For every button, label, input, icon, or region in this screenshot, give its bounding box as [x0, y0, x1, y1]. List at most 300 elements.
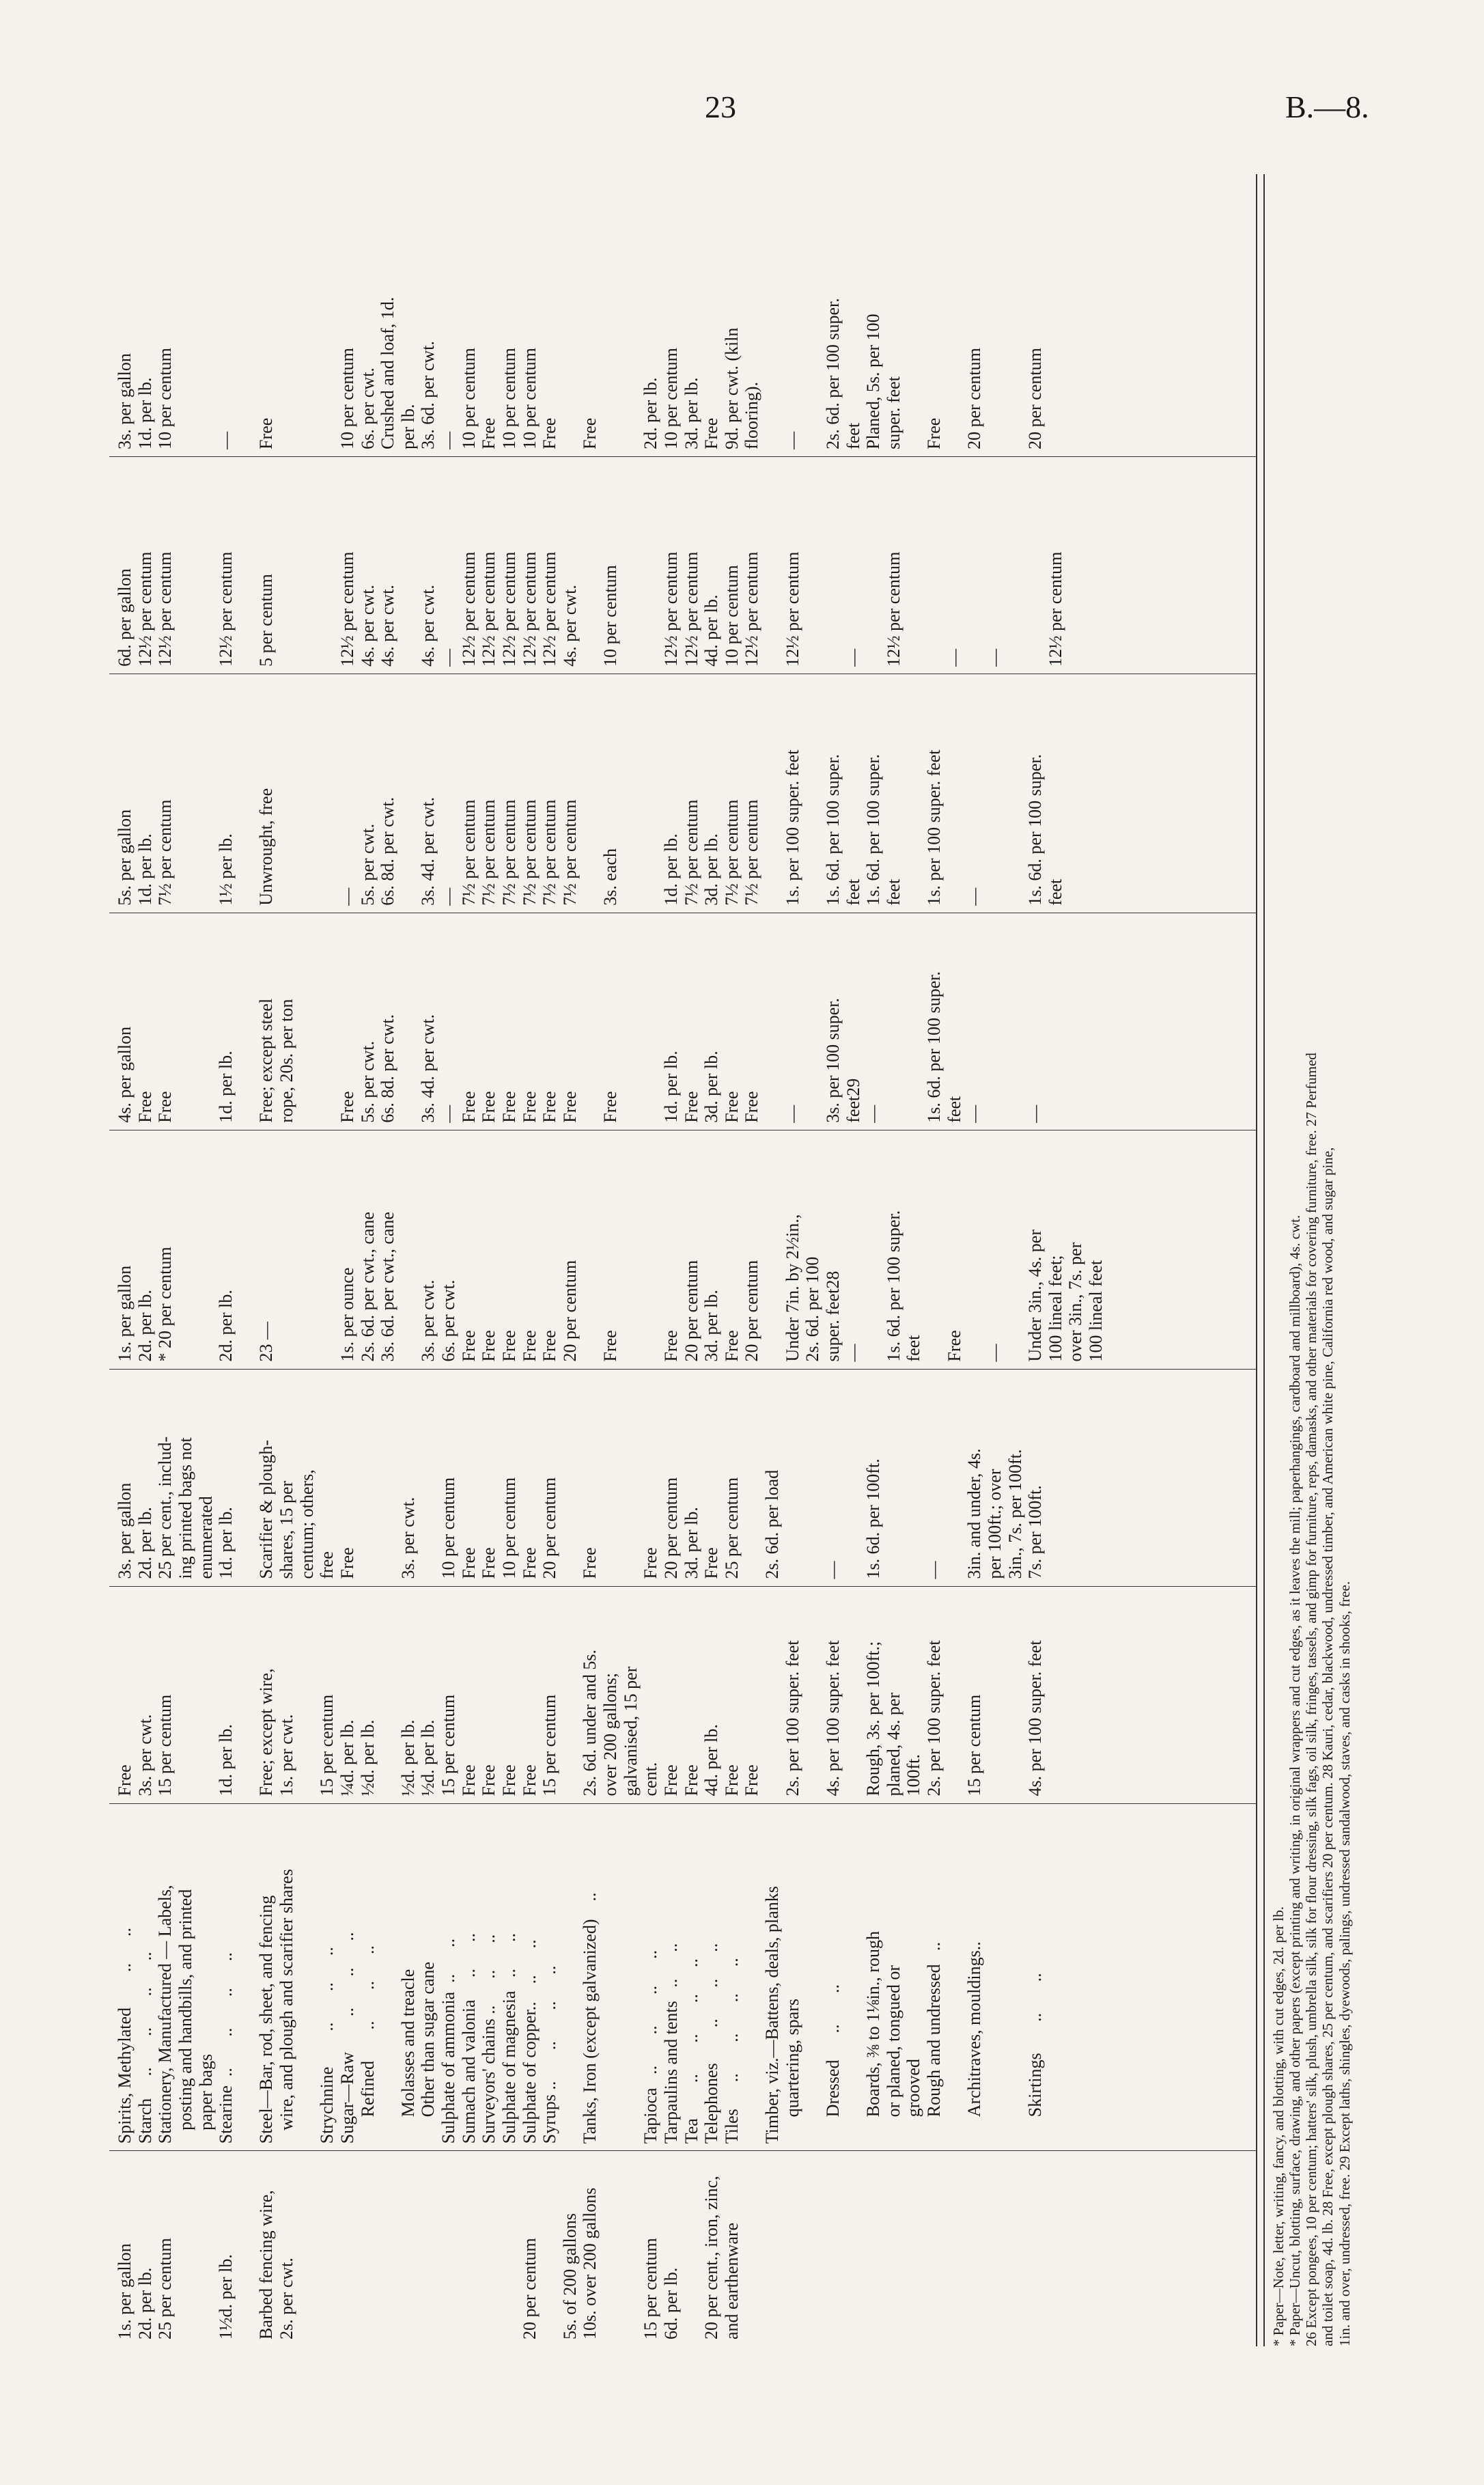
table-cell-line: 1s. per 100 super. feet — [924, 749, 944, 906]
table-cell-line — [1005, 1594, 1026, 1796]
table-cell-line — [823, 464, 843, 667]
table-cell-line: 1d. per lb. — [216, 1051, 236, 1123]
table-cell-line: Telephones .. .. .. — [701, 1943, 722, 2144]
table-cell-line: ing printed bags not — [175, 1437, 195, 1579]
table-cell-line: Sulphate of ammonia .. .. — [438, 1938, 458, 2144]
table-cell-line: Free — [519, 1330, 540, 1362]
table-cell-line — [378, 1594, 398, 1796]
table-cell-line — [277, 181, 297, 449]
table-cell-line: 7s. per 100ft. — [1025, 1485, 1046, 1579]
table-cell-line: — — [822, 1561, 843, 1579]
table-cell-line — [783, 1376, 803, 1579]
table-cell-line: Skirtings .. .. — [1025, 1973, 1046, 2144]
table-cell-line: 1d. per lb. — [216, 1724, 236, 1796]
table-cell-line — [196, 2158, 216, 2340]
table-cell-line — [621, 464, 641, 667]
table-cell-line — [297, 920, 318, 1123]
table-cell-line: 6s. per cwt. — [357, 367, 378, 449]
table-cell-line: 7½ per centum — [458, 799, 479, 906]
table-cell-line: Free — [479, 1091, 499, 1123]
table-cell-line: 1s. per 100 super. feet — [782, 749, 802, 906]
table-cell-line — [762, 1137, 783, 1362]
table-cell-line — [580, 1137, 600, 1362]
table-cell-line: 12½ per centum — [782, 551, 802, 667]
table-cell-line: planed, 4s. per — [883, 1692, 904, 1796]
table-cell-line: ½d. per lb. — [418, 1719, 438, 1796]
table-cell-line — [621, 920, 641, 1123]
table-cell-line: 12½ per centum — [135, 551, 155, 667]
footnote: and toilet soap, 4d. lb. 28 Free, except plough shares, 25 per centum, and scarifiers 20 per centum. 28 Kauri, cedar, blackwood, undressed timber, and American white pine, California red wood, and sugar pine, — [1319, 1147, 1336, 2346]
table-cell-line: 10 per centum — [155, 348, 176, 449]
table-cell-line: Sulphate of copper.. .. .. — [519, 1939, 540, 2144]
table-cell-line: feet29 — [843, 1078, 863, 1123]
table-cell-line: super. feet28 — [822, 1271, 843, 1362]
table-cell-line — [540, 2158, 560, 2340]
table-cell-line — [1025, 464, 1046, 667]
table-cell-line — [985, 181, 1005, 449]
table-cell-line: over 3in., 7s. per — [1065, 1242, 1086, 1362]
table-cell-line: Free — [519, 1091, 540, 1123]
table-cell-line — [985, 920, 1005, 1123]
table-cell-line — [277, 464, 297, 667]
table-cell-line: 12½ per centum — [1045, 551, 1065, 667]
table-cell-line — [560, 1376, 580, 1579]
table-cell-line — [378, 1376, 398, 1579]
table-cell-line — [863, 464, 884, 667]
table-cell-line — [1005, 1137, 1026, 1362]
table-cell-line: ½d. per lb. — [357, 1719, 378, 1796]
table-cell-line — [236, 2158, 257, 2340]
table-cell-line: 15 per centum — [540, 1694, 560, 1796]
table-cell-line: Free — [115, 1764, 135, 1796]
table-cell-line: 10 per centum — [438, 1477, 458, 1579]
table-cell-line: Rough, 3s. per 100ft.; — [863, 1641, 884, 1796]
table-cell-line — [802, 1594, 823, 1796]
table-cell-line: 20 per centum — [559, 1260, 580, 1362]
table-cell-line: super. feet — [883, 376, 904, 449]
table-cell-line — [1005, 464, 1026, 667]
table-cell-line: feet — [904, 1335, 924, 1362]
table-cell-line: 12½ per centum — [681, 551, 701, 667]
table-cell-line — [176, 920, 196, 1123]
table-cell-line — [196, 1594, 216, 1796]
table-cell-line: Dressed .. .. — [822, 1984, 843, 2144]
tariff-table — [109, 174, 1257, 2346]
table-cell-line: 12½ per centum — [499, 551, 519, 667]
table-cell-line — [762, 1594, 783, 1796]
table-cell-line: Other than sugar cane — [418, 1961, 438, 2144]
table-cell-line — [600, 1811, 621, 2144]
table-cell-line — [297, 2158, 318, 2340]
table-cell-line: rope, 20s. per ton — [277, 999, 296, 1123]
table-cell-line: Tapioca .. .. .. .. — [641, 1949, 661, 2144]
table-cell-line: 1s. per gallon — [115, 2243, 135, 2340]
column-rate-7 — [109, 456, 1257, 674]
table-cell-line: Free — [701, 417, 722, 449]
table-cell-line: 15 per centum — [155, 1694, 176, 1796]
table-cell-line — [317, 681, 337, 906]
table-cell-line: 15 per centum — [641, 2238, 661, 2340]
table-cell-line: 7½ per centum — [559, 799, 580, 906]
table-cell-line: Free — [337, 1091, 357, 1123]
table-cell-line: — — [964, 887, 985, 906]
table-cell-line: — — [843, 648, 863, 667]
table-cell-line: — — [944, 648, 964, 667]
table-cell-line — [317, 464, 337, 667]
table-cell-line: Tarpaulins and tents .. .. — [660, 1943, 681, 2144]
table-cell-line: 3d. per lb. — [681, 377, 701, 449]
table-cell-line: 10 per centum — [721, 565, 742, 667]
table-cell-line: 4s. per 100 super. feet — [1025, 1640, 1046, 1796]
column-rate-8 — [109, 174, 1257, 456]
table-cell-line: — — [782, 1105, 802, 1123]
footnote: * Paper—Note, letter, writing, fancy, and blotting, with cut edges, 2d. per lb. — [1270, 1906, 1287, 2346]
table-cell-line: Unwrought, free — [256, 788, 277, 906]
table-cell-line: Free — [479, 417, 499, 449]
table-cell-line: Free — [660, 1330, 681, 1362]
table-cell-line: 12½ per centum — [540, 551, 560, 667]
table-cell-line: 20 per centum — [660, 1477, 681, 1579]
table-cell-line — [621, 2158, 641, 2340]
table-cell-line: 12½ per centum — [883, 551, 904, 667]
table-cell-line: Scarifier & plough- — [256, 1439, 277, 1579]
table-cell-line — [964, 1137, 985, 1362]
table-cell-line: Steel—Bar, rod, sheet, and fencing — [256, 1895, 277, 2144]
table-cell-line — [176, 681, 196, 906]
table-cell-line: Tanks, Iron (except galvanized) .. — [580, 1892, 600, 2144]
table-cell-line — [236, 464, 257, 667]
table-cell-line — [236, 1811, 257, 2144]
table-cell-line: 6d. per gallon — [115, 568, 135, 667]
table-cell-line — [176, 2158, 196, 2340]
table-cell-line: Free — [499, 1091, 519, 1123]
table-cell-line — [398, 464, 419, 667]
table-cell-line: Sugar—Raw .. .. .. — [337, 1932, 357, 2144]
table-cell-line: Free — [742, 1764, 762, 1796]
table-cell-line: 23 — — [256, 1322, 277, 1362]
table-cell-line: 1½d. per lb. — [216, 2254, 236, 2340]
table-cell-line — [904, 1376, 924, 1579]
table-cell-line — [1005, 920, 1026, 1123]
table-cell-line — [398, 920, 419, 1123]
table-cell-line: 20 per centum — [964, 348, 985, 449]
table-cell-line: 6s. 8d. per cwt. — [378, 796, 398, 906]
table-cell-line: ¼d. per lb. — [337, 1719, 357, 1796]
table-cell-line: 3s. per cwt. — [397, 1497, 418, 1579]
table-cell-line: ½d. per lb. — [397, 1719, 418, 1796]
table-cell-line: Free — [600, 1330, 620, 1362]
table-cell-line: feet — [883, 878, 904, 906]
table-cell-line: 7½ per centum — [681, 799, 701, 906]
table-cell-line: 3s. each — [600, 848, 620, 906]
table-cell-line: — — [863, 1105, 884, 1123]
table-cell-line: 6s. 8d. per cwt. — [378, 1014, 398, 1123]
table-cell-line: Free — [499, 1764, 519, 1796]
table-cell-line — [277, 681, 297, 906]
table-cell-line — [317, 920, 337, 1123]
table-cell-line — [297, 181, 318, 449]
table-cell-line: 1s. 6d. per 100 super. — [822, 754, 843, 906]
table-cell-line — [580, 920, 600, 1123]
table-cell-line: Tea .. .. .. .. — [681, 1958, 701, 2144]
table-cell-line: Molasses and treacle — [397, 1969, 418, 2144]
table-cell-line: — — [216, 431, 236, 449]
table-cell-line: 7½ per centum — [479, 799, 499, 906]
table-cell-line: 2s. per 100 super. feet — [782, 1640, 802, 1796]
table-cell-line: — — [438, 887, 458, 906]
table-cell-line: 2s. 6d. per cwt., cane — [357, 1212, 378, 1362]
table-cell-line: — — [438, 1105, 458, 1123]
table-cell-line — [560, 181, 580, 449]
table-cell-line: Surveyors' chains .. .. .. — [479, 1934, 499, 2144]
table-cell-line: 3d. per lb. — [701, 1051, 722, 1123]
table-cell-line: 10s. over 200 gallons — [580, 2187, 600, 2340]
table-cell-line: 2s. 6d. per 100 — [802, 1256, 823, 1362]
table-cell-line — [398, 681, 419, 906]
table-cell-line: 20 per centum — [681, 1260, 701, 1362]
table-cell-line — [176, 464, 196, 667]
table-cell-line: paper bags — [195, 2053, 216, 2144]
table-cell-line: 4d. per lb. — [701, 1724, 722, 1796]
table-cell-line: 1d. per lb. — [660, 1051, 681, 1123]
table-cell-line — [236, 1376, 257, 1579]
table-cell-line: 6d. per lb. — [660, 2267, 681, 2340]
table-cell-line: 7½ per centum — [721, 799, 742, 906]
table-cell-line: 1s. per ounce — [337, 1267, 357, 1362]
table-cell-line: 10 per centum — [458, 348, 479, 449]
table-cell-line: 1d. per lb. — [135, 377, 155, 449]
table-cell-line: 3in. and under, 4s. — [964, 1448, 985, 1579]
table-cell-line — [843, 1594, 864, 1796]
table-cell-line: Free — [458, 1764, 479, 1796]
table-cell-line: 20 per centum — [519, 2238, 540, 2340]
table-cell-line — [762, 920, 783, 1123]
table-cell-line: Free — [681, 1764, 701, 1796]
table-cell-line: — — [1025, 1105, 1046, 1123]
table-cell-line: 3s. per gallon — [115, 1482, 135, 1579]
table-cell-line: 3s. per cwt. — [418, 1279, 438, 1362]
table-cell-line: 2s. 6d. per 100 super. — [822, 298, 843, 449]
table-cell-line: Stationery, Manufactured — Labels, — [155, 1885, 176, 2144]
column-articles — [109, 1803, 1257, 2151]
table-cell-line: 12½ per centum — [742, 551, 762, 667]
table-cell-line: quartering, spars — [782, 1999, 802, 2144]
table-cell-line: 5s. per cwt. — [357, 823, 378, 906]
table-cell-line: centum; others, — [296, 1469, 317, 1579]
table-cell-line — [985, 1594, 1005, 1796]
table-cell-line: Free — [256, 417, 277, 449]
table-cell-line — [176, 1137, 196, 1362]
table-cell-line: Free — [458, 1547, 479, 1579]
table-cell-line: Free — [600, 1091, 620, 1123]
table-cell-line — [236, 1594, 257, 1796]
table-cell-line: — — [438, 431, 458, 449]
table-cell-line: Free — [580, 417, 600, 449]
table-cell-line: Free — [924, 417, 944, 449]
table-cell-line: — — [984, 648, 1005, 667]
table-cell-line — [621, 681, 641, 906]
table-cell-line: Free — [559, 1091, 580, 1123]
table-cell-line: 1d. per lb. — [216, 1507, 236, 1579]
column-preferential-rate — [109, 2151, 1257, 2346]
table-cell-line — [358, 1376, 378, 1579]
table-cell-line: Free — [155, 1091, 176, 1123]
table-cell-line: Free — [641, 1547, 661, 1579]
table-cell-line: Crushed and loaf, 1d. — [378, 296, 398, 449]
table-cell-line: 3d. per lb. — [681, 1507, 701, 1579]
table-cell-line: 2s. per 100 super. feet — [924, 1640, 944, 1796]
table-cell-line: over 200 gallons; — [600, 1672, 620, 1796]
table-cell-line — [398, 1137, 419, 1362]
table-cell-line — [762, 681, 783, 906]
table-cell-line: — — [984, 1344, 1005, 1362]
table-cell-line: Timber, viz.—Battens, deals, planks — [762, 1886, 782, 2144]
table-cell-line — [964, 464, 985, 667]
table-cell-line: 1s. 6d. per 100 super. — [924, 971, 944, 1123]
table-cell-line: Free — [479, 1764, 499, 1796]
table-cell-line: Free — [458, 1330, 479, 1362]
table-cell-line: — — [438, 648, 458, 667]
table-cell-line: 3s. 4d. per cwt. — [418, 796, 438, 906]
table-cell-line: 1s. 6d. per 100ft. — [863, 1458, 884, 1579]
table-cell-line: 2s. per cwt. — [277, 2258, 296, 2340]
table-cell-line — [479, 2158, 499, 2340]
column-rate-5 — [109, 913, 1257, 1130]
table-cell-line: 2d. per lb. — [135, 1507, 155, 1579]
table-cell-line: Refined .. .. .. — [357, 1945, 378, 2144]
table-cell-line: 1s. 6d. per 100 super. — [1025, 754, 1046, 906]
table-cell-line — [277, 1137, 297, 1362]
table-cell-line: 3s. 6d. per cwt., cane — [378, 1212, 398, 1362]
table-cell-line — [621, 1137, 641, 1362]
footnote: 26 Except pongees, 10 per centum; hatters' silk, plush, umbrella silk, silk for flour dressing, silk fags, oil silk, fringes, tassels, and gimp for furniture, reps, damasks, and other materials for covering furniture, free. 27 Perfumed — [1303, 1053, 1320, 2346]
table-cell-line — [297, 681, 318, 906]
table-cell-line — [884, 1376, 904, 1579]
table-cell-line: Free — [742, 1091, 762, 1123]
table-cell-line: Free — [660, 1764, 681, 1796]
table-cell-line — [944, 1376, 965, 1579]
table-cell-line — [944, 1811, 965, 2144]
table-cell-line — [944, 1594, 965, 1796]
table-cell-line: Free — [337, 1547, 357, 1579]
table-cell-line — [985, 1811, 1005, 2144]
table-cell-line — [600, 181, 621, 449]
table-cell-line — [641, 920, 661, 1123]
table-cell-line: Free — [540, 417, 560, 449]
table-cell-line: grooved — [904, 2059, 924, 2144]
table-cell-line: 1d. per lb. — [135, 833, 155, 906]
table-cell-line: wire, and plough and scarifier shares — [277, 1869, 296, 2144]
table-cell-line — [317, 181, 337, 449]
table-cell-line: 4s. per 100 super. feet — [822, 1640, 843, 1796]
table-cell-line: 1s. 6d. per 100 super. — [863, 754, 884, 906]
table-cell-line: 4s. per gallon — [115, 1026, 135, 1123]
table-cell-line: 25 per centum — [155, 2238, 176, 2340]
table-cell-line — [398, 2158, 419, 2340]
table-cell-line: 10 per centum — [337, 348, 357, 449]
table-cell-line — [802, 681, 823, 906]
table-cell-line: 1s. 6d. per 100 super. — [883, 1210, 904, 1362]
table-cell-line — [358, 2158, 378, 2340]
table-cell-line: 6s. per cwt. — [438, 1279, 458, 1362]
table-cell-line: Free — [721, 1330, 742, 1362]
table-cell-line: 5s. per gallon — [115, 809, 135, 906]
table-cell-line — [418, 1376, 438, 1579]
table-cell-line — [317, 2158, 337, 2340]
table-cell-line: 3s. 4d. per cwt. — [418, 1014, 438, 1123]
table-cell-line: Sulphate of magnesia .. .. — [499, 1932, 519, 2144]
table-cell-line: Starch .. .. .. .. — [135, 1952, 155, 2144]
table-cell-line: galvanised, 15 per — [620, 1666, 641, 1796]
table-cell-line: 7½ per centum — [155, 799, 176, 906]
table-cell-line: 4s. per cwt. — [357, 585, 378, 667]
table-cell-line — [438, 2158, 459, 2340]
table-cell-line — [1005, 1811, 1026, 2144]
table-cell-line: 7½ per centum — [519, 799, 540, 906]
table-cell-line — [843, 1376, 864, 1579]
table-cell-line: 10 per centum — [600, 565, 620, 667]
footnotes — [1263, 174, 1353, 2346]
table-cell-line: 4d. per lb. — [701, 594, 722, 667]
table-cell-line — [904, 181, 924, 449]
table-cell-line: 100 lineal feet; — [1045, 1255, 1065, 1362]
table-cell-line — [580, 464, 600, 667]
table-cell-line: feet — [1045, 878, 1065, 906]
table-cell-line: 3in., 7s. per 100ft. — [1005, 1449, 1025, 1579]
table-cell-line — [236, 181, 257, 449]
table-cell-line: 12½ per centum — [337, 551, 357, 667]
table-cell-line: 100 lineal feet — [1086, 1260, 1106, 1362]
table-cell-line: 3s. per 100 super. — [822, 998, 843, 1123]
table-cell-line — [236, 1137, 257, 1362]
table-cell-line — [580, 681, 600, 906]
table-cell-line: Free — [721, 1764, 742, 1796]
table-cell-line: and earthenware — [721, 2222, 742, 2340]
tariff-table-rotated — [109, 174, 1353, 2346]
table-cell-line: 15 per centum — [317, 1694, 337, 1796]
table-cell-line: or planed, tongued or — [883, 1965, 904, 2144]
table-cell-line — [802, 1811, 823, 2144]
table-cell-line: Stearine .. .. .. .. — [216, 1952, 236, 2144]
table-cell-line: Free — [519, 1547, 540, 1579]
table-cell-line: Free — [540, 1091, 560, 1123]
table-cell-line: feet — [843, 422, 863, 449]
table-cell-line: 3d. per lb. — [701, 1290, 722, 1362]
table-cell-line: Barbed fencing wire, — [256, 2190, 277, 2340]
table-cell-line — [802, 920, 823, 1123]
table-cell-line — [560, 1811, 580, 2144]
page-number: 23 — [705, 89, 736, 124]
table-cell-line: — — [964, 1105, 985, 1123]
table-cell-line: 10 per centum — [660, 348, 681, 449]
table-cell-line: 12½ per centum — [155, 551, 176, 667]
table-cell-line — [176, 1594, 196, 1796]
table-cell-line: Syrups .. .. .. .. — [540, 1965, 560, 2144]
table-cell-line — [762, 181, 783, 449]
table-cell-line: Free; except steel — [256, 998, 277, 1123]
table-cell-line — [944, 681, 965, 906]
table-cell-line: Planed, 5s. per 100 — [863, 314, 884, 449]
table-cell-line: Free — [499, 1330, 519, 1362]
table-cell-line: Free — [944, 1330, 964, 1362]
table-cell-line: 20 per cent., iron, zinc, — [701, 2176, 722, 2340]
table-cell-line: 2d. per lb. — [641, 377, 661, 449]
table-cell-line: 4s. per cwt. — [378, 585, 398, 667]
table-cell-line — [1005, 681, 1026, 906]
table-cell-line: 9d. per cwt. (kiln — [721, 327, 742, 449]
table-cell-line: Free — [458, 1091, 479, 1123]
table-cell-line: Sumach and valonia .. .. — [458, 1932, 479, 2144]
